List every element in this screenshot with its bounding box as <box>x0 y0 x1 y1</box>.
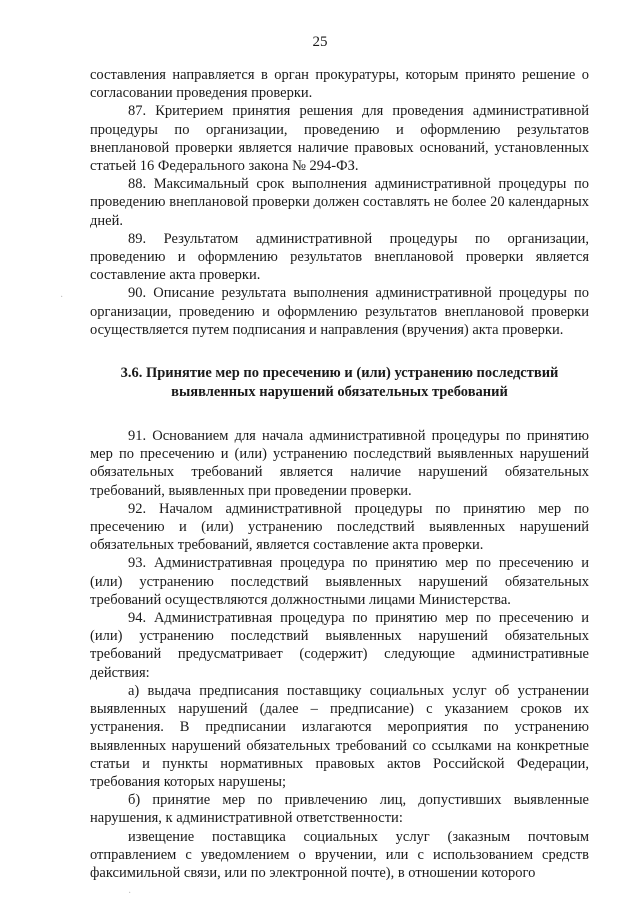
scan-speck: · <box>60 292 64 303</box>
paragraph-88: 88. Максимальный срок выполнения административной процедуры по проведению внеплановой проверки должен составлять не более 20 календарных дней. <box>90 176 589 229</box>
page-number: 25 <box>312 34 328 50</box>
paragraph-92: 92. Началом административной процедуры по принятию мер по пресечению и (или) устранению последствий выявленных нарушений обязательных требований, является составление акта проверки. <box>90 500 589 554</box>
section-heading: 3.6. Принятие мер по пресечению и (или) устранению последствий выявленных нарушений обязательных требований <box>120 365 559 400</box>
paragraph-notification: извещение поставщика социальных услуг (заказным почтовым отправлением с уведомлением о вручении, или с использованием средств факсимильной связи, или по электронной почте), в отношении которого <box>90 828 589 881</box>
paragraph-94-b: б) принятие мер по привлечению лиц, допустивших выявленные нарушения, к административной ответственности: <box>90 792 589 827</box>
paragraph-87: 87. Критерием принятия решения для проведения административной процедуры по организации, проведению и оформлению результатов внеплановой проверки является наличие правовых оснований, установленных статьей 16 Федерального закона № 294-ФЗ. <box>90 103 589 175</box>
paragraph-90: 90. Описание результата выполнения административной процедуры по организации, проведению и оформлению результатов внеплановой проверки осуществляется путем подписания и направления (вручения) акта проверки. <box>90 285 589 338</box>
scan-speck: · <box>128 888 132 899</box>
paragraph-94-a: а) выдача предписания поставщику социальных услуг об устранении выявленных нарушений (далее – предписание) с указанием сроков их устранения. В предписании излагаются мероприятия по устранению выявленных нарушений обязательных требований со ссылками на конкретные статьи и пункты нормативных правовых актов Российской Федерации, требования которых нарушены; <box>90 682 589 790</box>
paragraph-94: 94. Административная процедура по принятию мер по пресечению и (или) устранению последствий выявленных нарушений обязательных требований предусматривает (содержит) следующие административные действия: <box>90 610 589 681</box>
document-body <box>90 66 589 882</box>
paragraph-93: 93. Административная процедура по принятию мер по пресечению и (или) устранению последствий выявленных нарушений обязательных требований осуществляются должностными лицами Министерства. <box>90 555 589 608</box>
paragraph-89: 89. Результатом административной процедуры по организации, проведению и оформлению результатов внеплановой проверки является составление акта проверки. <box>90 230 589 284</box>
paragraph-continuation: составления направляется в орган прокуратуры, которым принято решение о согласовании проведения проверки. <box>90 67 589 102</box>
paragraph-91: 91. Основанием для начала административной процедуры по принятию мер по пресечению и (или) устранению последствий выявленных нарушений обязательных требований является наличие нарушений обязательных требований, выявленных при проведении проверки. <box>90 428 589 499</box>
